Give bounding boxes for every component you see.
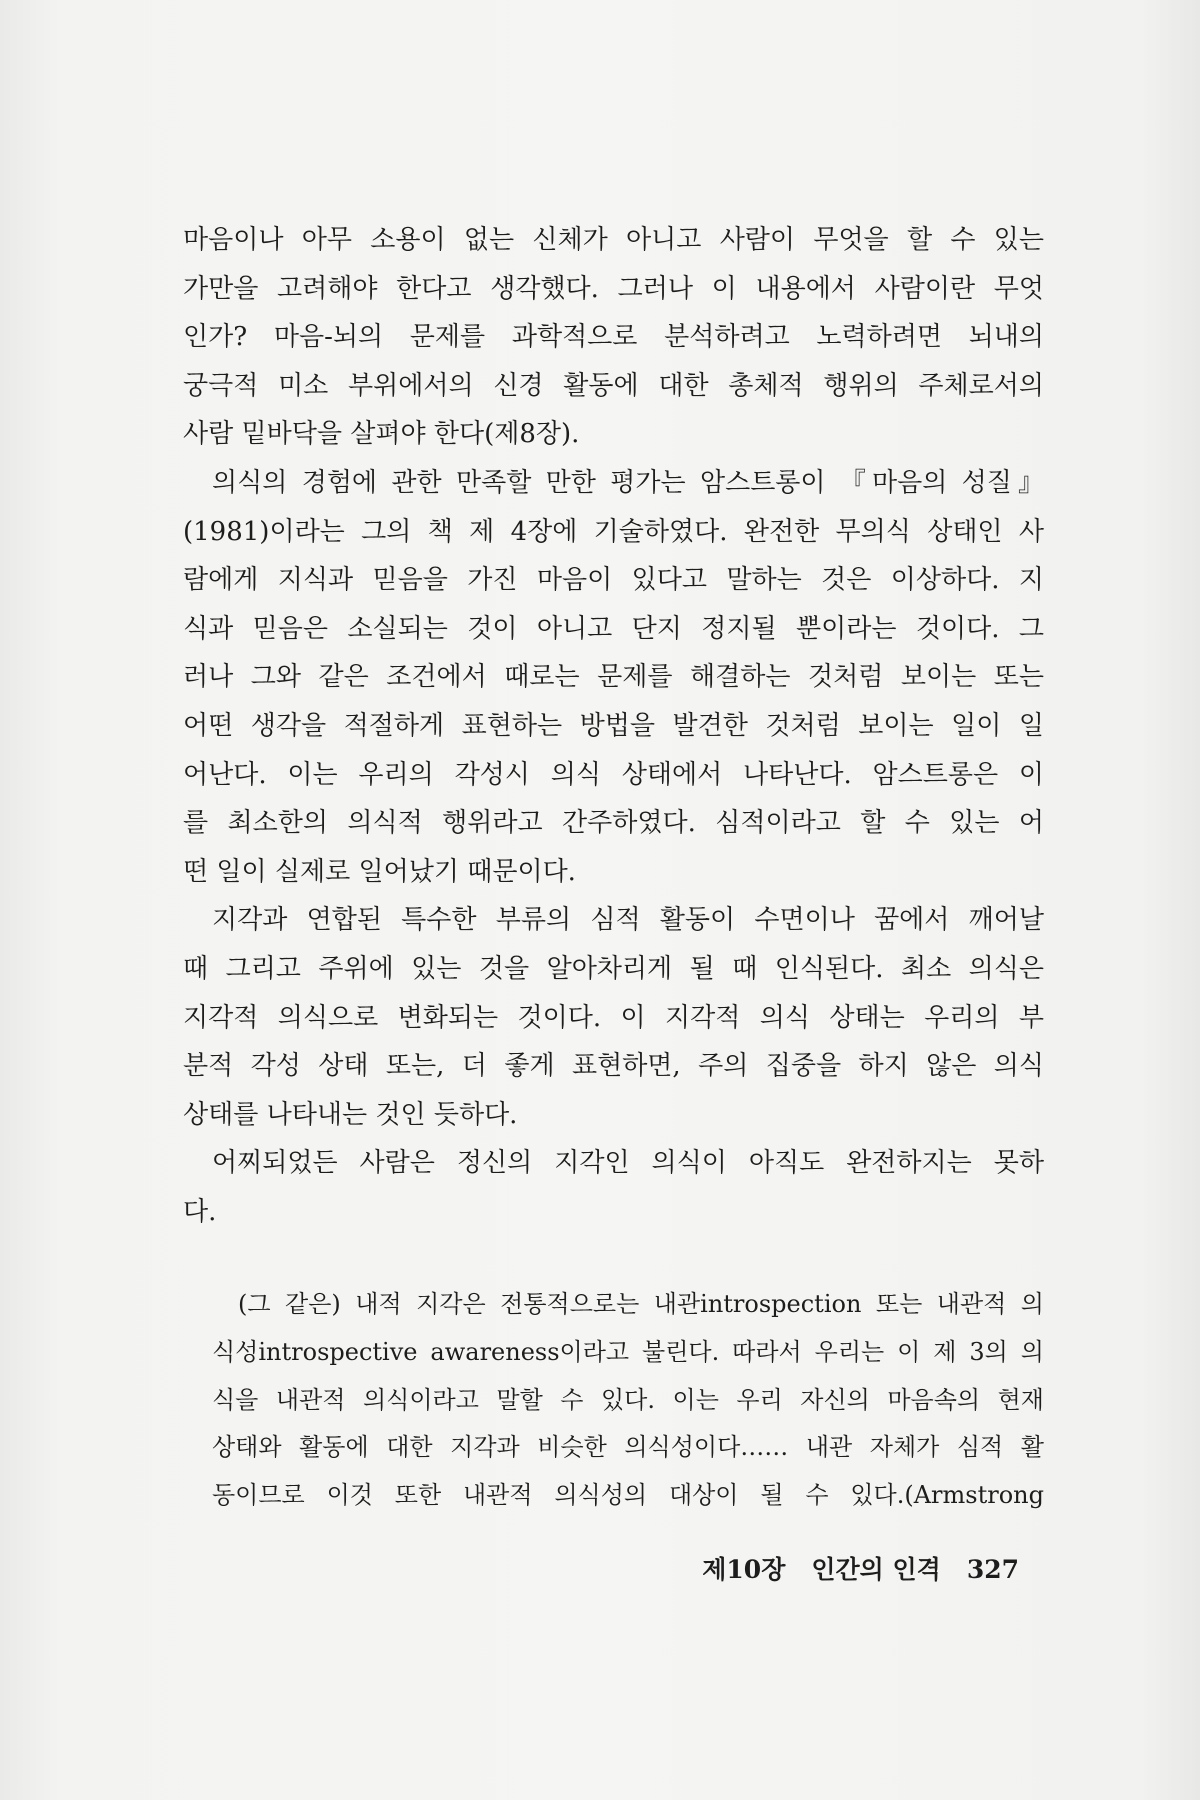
text-line: 떤 일이 실제로 일어났기 때문이다. <box>183 856 576 887</box>
text-line: 식과 믿음은 소실되는 것이 아니고 단지 정지될 뿐이라는 것이다. 그 <box>183 613 1044 644</box>
paragraph <box>183 896 1044 1139</box>
text-line: 어난다. 이는 우리의 각성시 의식 상태에서 나타난다. 암스트롱은 이 <box>183 759 1044 790</box>
text-line: 가만을 고려해야 한다고 생각했다. 그러나 이 내용에서 사람이란 무엇 <box>183 273 1044 304</box>
page-number: 327 <box>966 1555 1019 1584</box>
text-line: 어떤 생각을 적절하게 표현하는 방법을 발견한 것처럼 보이는 일이 일 <box>183 710 1044 741</box>
text-line: 람에게 지식과 믿음을 가진 마음이 있다고 말하는 것은 이상하다. 지 <box>183 565 1044 596</box>
quote-line: 식을 내관적 의식이라고 말할 수 있다. 이는 우리 자신의 마음속의 현재 <box>212 1385 1044 1414</box>
page-footer <box>702 1550 1019 1590</box>
body-text <box>183 216 1044 1236</box>
chapter-title: 인간의 인격 <box>811 1555 941 1584</box>
text-line: 궁극적 미소 부위에서의 신경 활동에 대한 총체적 행위의 주체로서의 <box>183 370 1044 401</box>
text-line: 마음이나 아무 소용이 없는 신체가 아니고 사람이 무엇을 할 수 있는 <box>183 225 1044 255</box>
text-line: 어찌되었든 사람은 정신의 지각인 의식이 아직도 완전하지는 못하 <box>212 1148 1044 1179</box>
text-line: 때 그리고 주위에 있는 것을 알아차리게 될 때 인식된다. 최소 의식은 <box>183 953 1044 984</box>
block-quote <box>212 1281 1044 1520</box>
text-line: (1981)이라는 그의 책 제 4장에 기술하였다. 완전한 무의식 상태인 사 <box>183 516 1044 547</box>
text-line: 지각과 연합된 특수한 부류의 심적 활동이 수면이나 꿈에서 깨어날 <box>212 905 1044 936</box>
text-line: 지각적 의식으로 변화되는 것이다. 이 지각적 의식 상태는 우리의 부 <box>183 1002 1044 1033</box>
quote-line: 동이므로 이것 또한 내관적 의식성의 대상이 될 수 있다.(Armstrong <box>212 1481 1044 1510</box>
text-line: 를 최소한의 의식적 행위라고 간주하였다. 심적이라고 할 수 있는 어 <box>183 808 1044 839</box>
text-line: 상태를 나타내는 것인 듯하다. <box>183 1099 518 1130</box>
text-line: 다. <box>183 1196 217 1227</box>
text-line: 분적 각성 상태 또는, 더 좋게 표현하면, 주의 집중을 하지 않은 의식 <box>183 1051 1044 1082</box>
text-line: 사람 밑바닥을 살펴야 한다(제8장). <box>183 419 580 450</box>
paragraph <box>183 1139 1044 1236</box>
quote-line: (그 같은) 내적 지각은 전통적으로는 내관introspection 또는 내관적 의 <box>238 1290 1044 1318</box>
paragraph <box>183 216 1044 459</box>
text-line: 의식의 경험에 관한 만족할 만한 평가는 암스트롱이 『마음의 성질』 <box>212 467 1044 498</box>
text-line: 러나 그와 같은 조건에서 때로는 문제를 해결하는 것처럼 보이는 또는 <box>183 662 1044 693</box>
text-line: 인가? 마음-뇌의 문제를 과학적으로 분석하려고 노력하려면 뇌내의 <box>183 322 1044 353</box>
paragraph <box>183 459 1044 896</box>
quote-line: 식성introspective awareness이라고 불린다. 따라서 우리는 이 제 3의 의 <box>212 1337 1044 1366</box>
chapter-label: 제10장 <box>702 1555 786 1584</box>
quote-line: 상태와 활동에 대한 지각과 비슷한 의식성이다…… 내관 자체가 심적 활 <box>212 1433 1044 1462</box>
